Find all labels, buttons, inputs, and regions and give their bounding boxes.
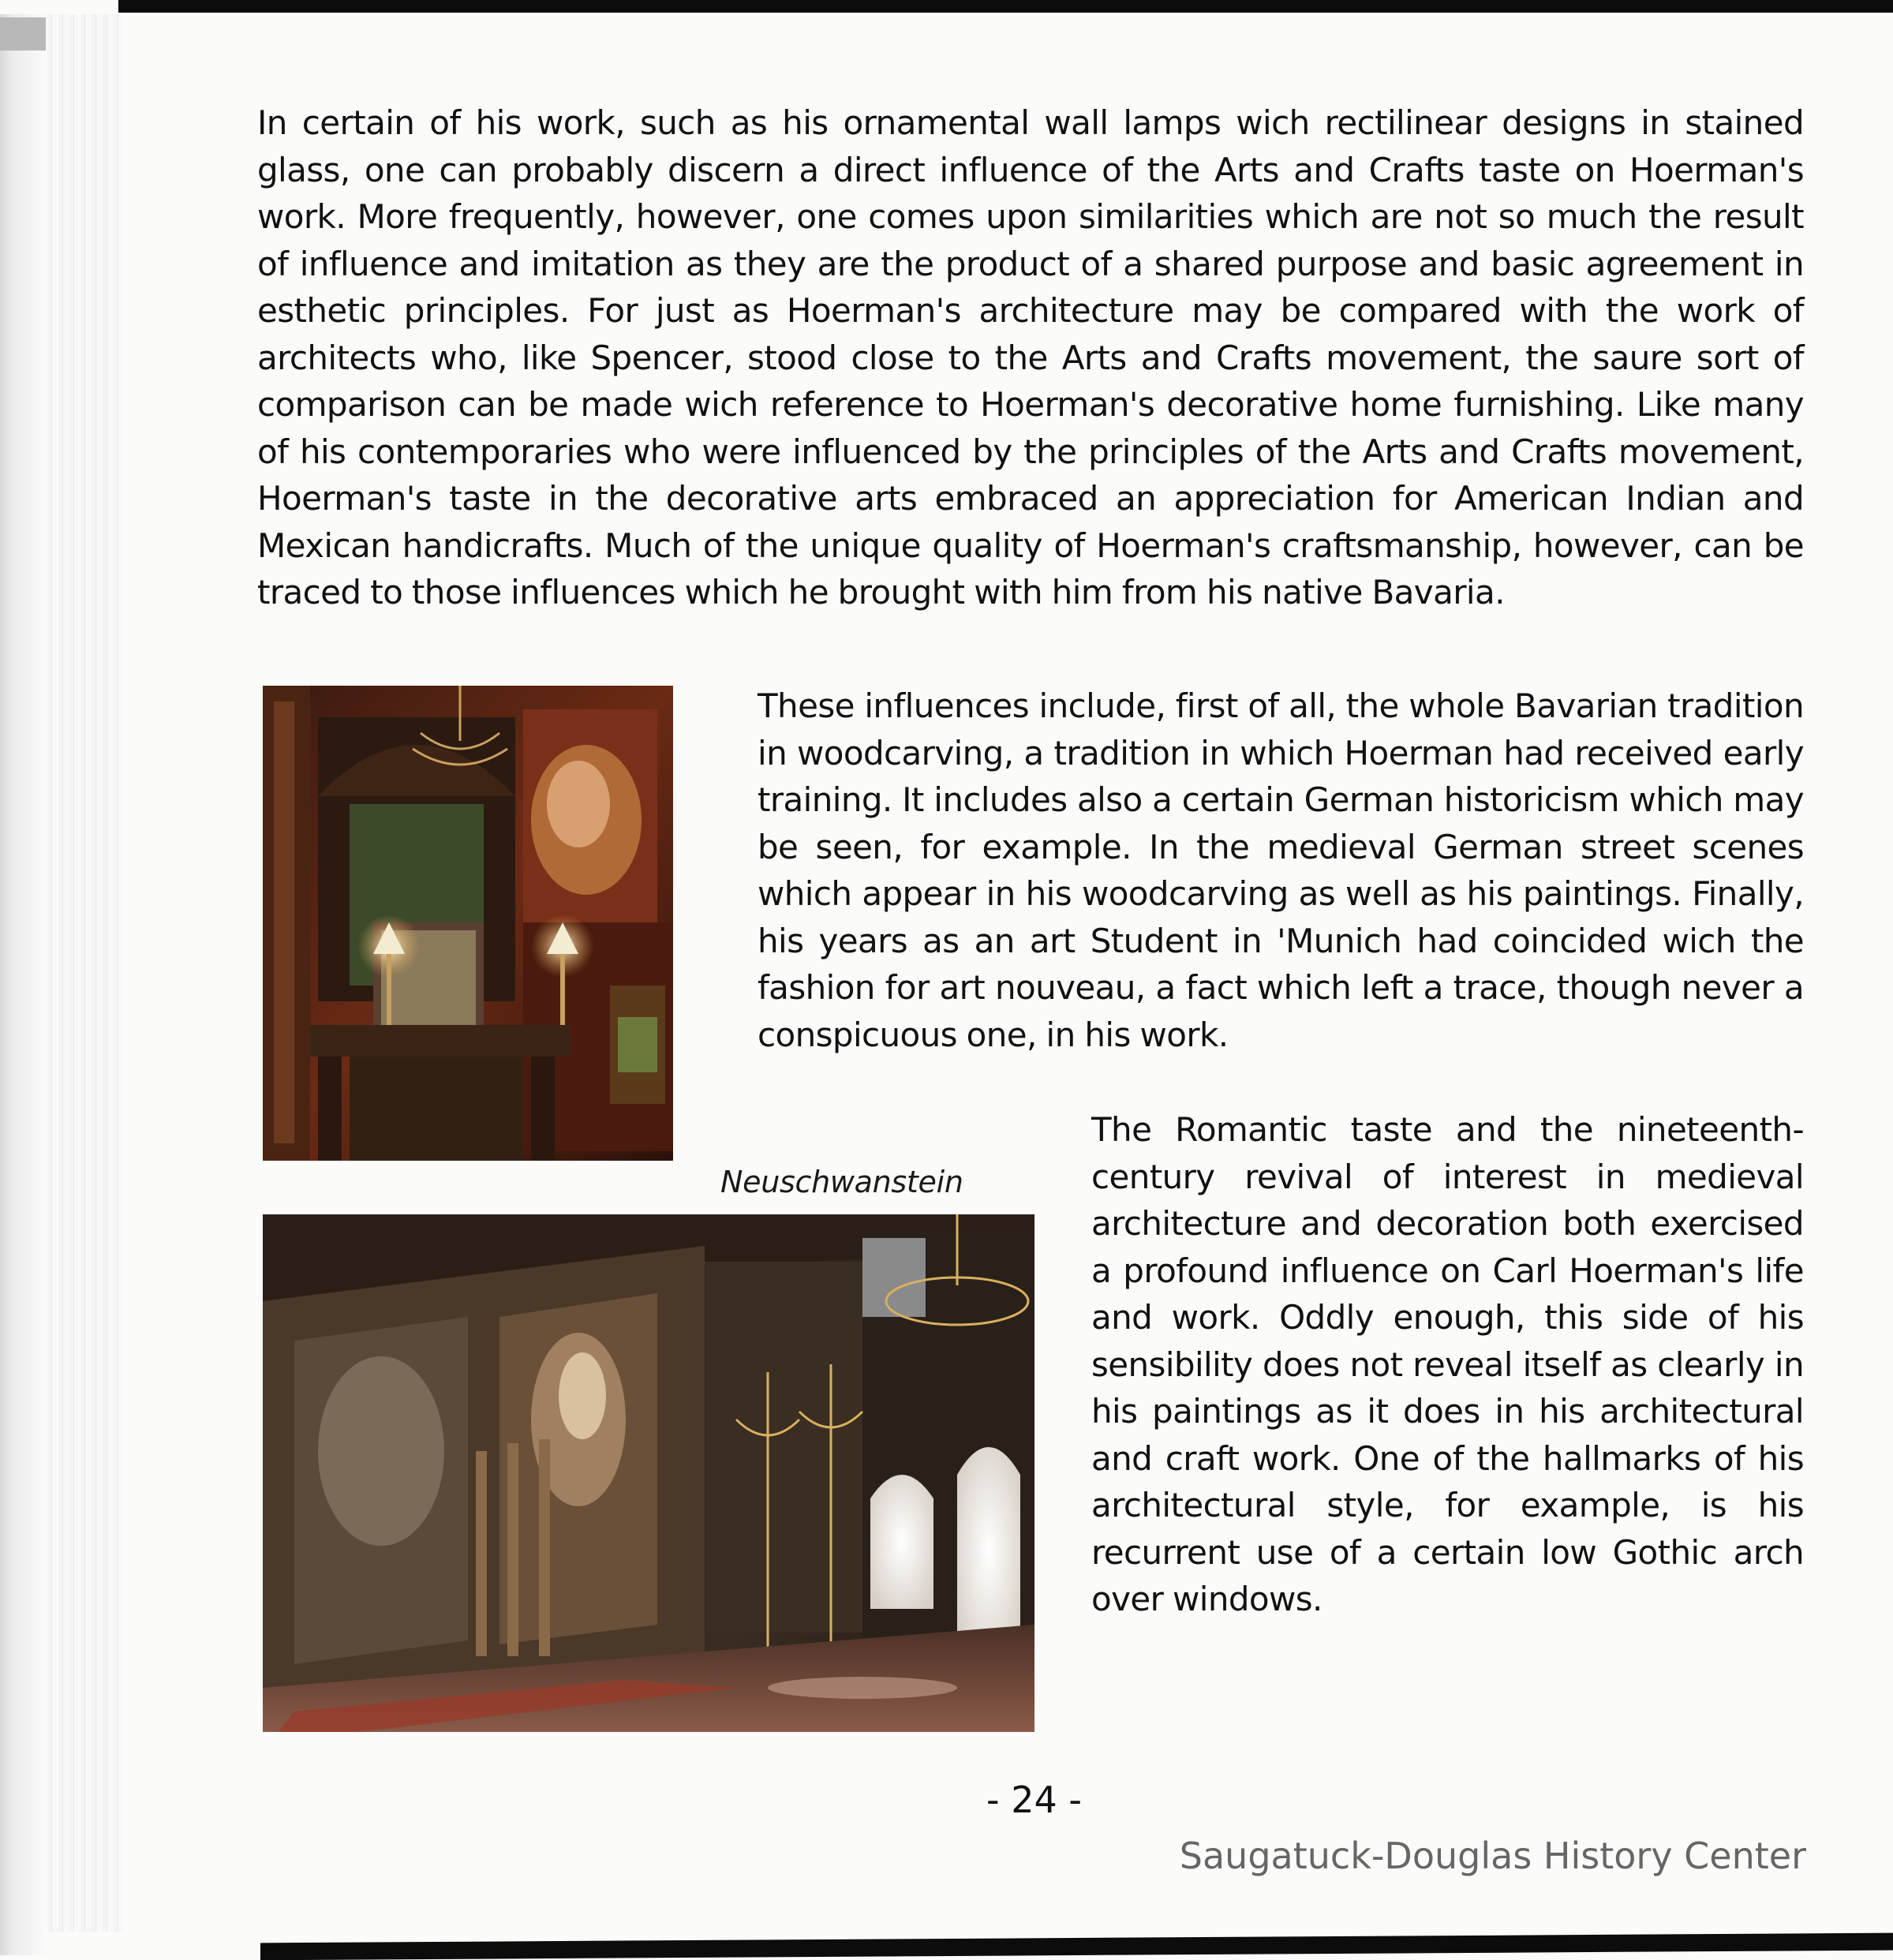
scan-bottom-edge	[260, 1933, 1893, 1960]
interior-photo-throne-hall	[263, 1214, 1034, 1732]
scan-top-edge	[118, 0, 1893, 13]
interior-photo-study	[263, 686, 673, 1161]
paragraph-romantic-taste: The Romantic taste and the nineteenth-century revival of interest in medieval architecture and decoration both exercised a profound influence on Carl Hoerman's life and work. Oddly enough, this side of his sensibility does not reveal itself as clearly in his paintings as it does in his architectural and craft work. One of the hallmarks of his architectural style, for example, is his recurrent use of a certain low Gothic arch over windows.	[1091, 1110, 1804, 1618]
photo-caption: Neuschwanstein	[720, 1165, 963, 1199]
scan-left-edge	[0, 14, 47, 1955]
paragraph-influences: These influences include, first of all, the whole Bavarian tradition in woodcarving, a tradition in which Hoerman had received early training. It includes also a certain German historicism which may be seen, for example. In the medieval German street scenes which appear in his woodcarving as well as his paintings. Finally, his years as an art Student in 'Munich had coincided wich the fashion for art nouveau, a fact which left a trace, though never a conspicuous one, in his work.	[758, 686, 1804, 1054]
watermark: Saugatuck-Douglas History Center	[1179, 1835, 1806, 1877]
page-number: - 24 -	[986, 1779, 1082, 1821]
paragraph-intro: In certain of his work, such as his ornamental wall lamps wich rectilinear designs in stained glass, one can probably discern a direct influence of the Arts and Crafts taste on Hoerman's work. More frequently, however, one comes upon similarities which are not so much the result of influence and imitation as they are the product of a shared purpose and basic agreement in esthetic principles. For just as Hoerman's architecture may be compared with the work of architects who, like Spencer, stood close to the Arts and Crafts movement, the saure sort of comparison can be made wich reference to Hoerman's decorative home furnishing. Like many of his contemporaries who were influenced by the principles of the Arts and Crafts movement, Hoerman's taste in the decorative arts embraced an appreciation for American Indian and Mexican handicrafts. Much of the unique quality of Hoerman's craftsmanship, however, can be traced to those influences which he brought with him from his native Bavaria.	[257, 103, 1804, 612]
page-stack-edge	[47, 14, 123, 1932]
scan-corner-mark	[0, 17, 46, 50]
